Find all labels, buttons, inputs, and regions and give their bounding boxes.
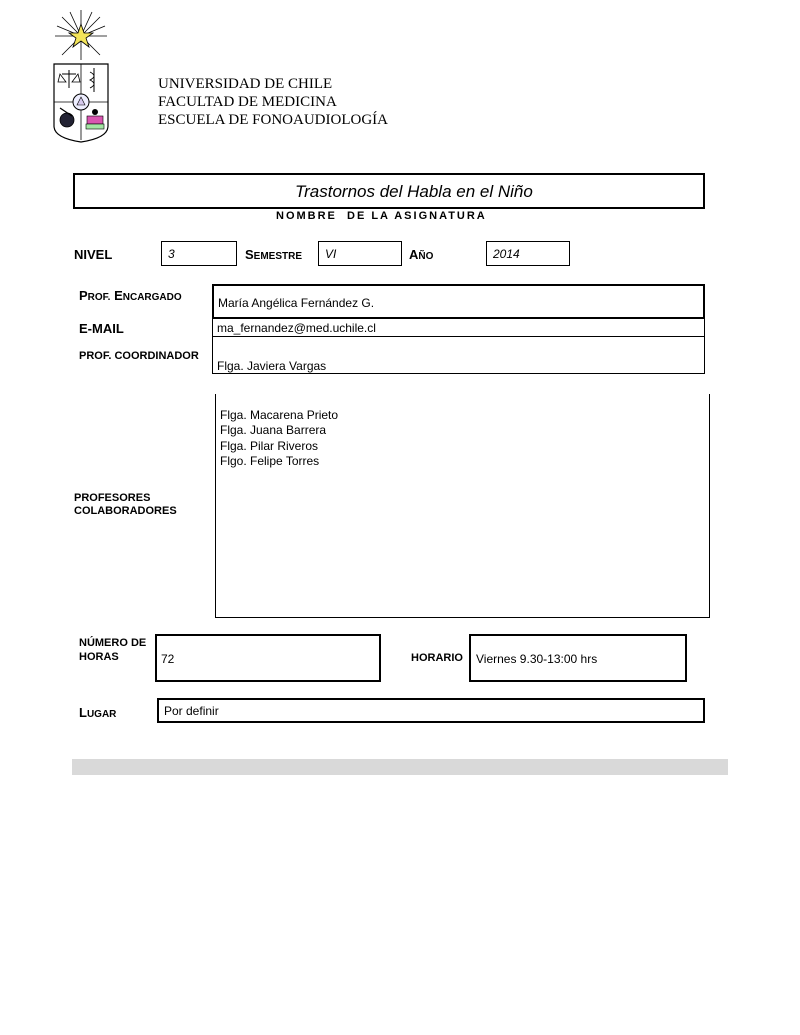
semestre-label-initial: S bbox=[245, 247, 254, 262]
course-name: Trastornos del Habla en el Niño bbox=[295, 182, 533, 201]
coordinador-value: Flga. Javiera Vargas bbox=[217, 359, 327, 373]
horario-value: Viernes 9.30-13:00 hrs bbox=[476, 652, 598, 666]
section-divider-bar bbox=[72, 759, 728, 775]
email-value: ma_fernandez@med.uchile.cl bbox=[217, 321, 376, 335]
faculty-name: FACULTAD DE MEDICINA bbox=[158, 94, 337, 110]
crest-emblem-icon bbox=[50, 8, 112, 144]
list-item: Flgo. Felipe Torres bbox=[220, 453, 320, 468]
semestre-value: VI bbox=[325, 247, 337, 261]
email-label: E-MAIL bbox=[79, 321, 124, 336]
email-field bbox=[212, 318, 705, 337]
horas-field bbox=[155, 634, 381, 682]
course-name-box bbox=[73, 173, 705, 209]
university-name: UNIVERSIDAD DE CHILE bbox=[158, 76, 333, 92]
list-item: Flga. Pilar Riveros bbox=[220, 438, 319, 453]
horas-label-line1: NÚMERO DE bbox=[79, 637, 147, 649]
horas-label-line2: HORAS bbox=[79, 651, 119, 663]
semestre-label-rest: EMESTRE bbox=[253, 251, 303, 262]
course-name-caption: NOMBRE DE LA ASIGNATURA bbox=[276, 210, 487, 222]
anio-value: 2014 bbox=[493, 247, 520, 261]
anio-label-rest: ÑO bbox=[418, 251, 434, 262]
semestre-field bbox=[318, 241, 402, 266]
list-item: Flga. Macarena Prieto bbox=[220, 408, 339, 422]
horario-field bbox=[469, 634, 687, 682]
anio-field bbox=[486, 241, 570, 266]
prof-encargado-label bbox=[79, 288, 182, 303]
prof-label-initial: P bbox=[79, 288, 88, 303]
anio-label-initial: A bbox=[409, 247, 419, 262]
colaboradores-field bbox=[215, 394, 710, 618]
nivel-label: NIVEL bbox=[74, 247, 113, 262]
coordinador-field bbox=[212, 336, 705, 374]
school-name: ESCUELA DE FONOAUDIOLOGÍA bbox=[158, 112, 388, 128]
horas-label bbox=[79, 636, 146, 664]
prof-encargado-value: María Angélica Fernández G. bbox=[218, 296, 375, 310]
colaboradores-list bbox=[220, 408, 338, 469]
colaboradores-label bbox=[74, 492, 177, 518]
prof-encargado-field bbox=[212, 284, 705, 319]
lugar-field bbox=[157, 698, 705, 723]
horas-value: 72 bbox=[161, 652, 175, 666]
coordinador-label: PROF. COORDINADOR bbox=[79, 350, 199, 362]
list-item: Flga. Juana Barrera bbox=[220, 423, 327, 438]
encargado-label-rest: NCARGADO bbox=[122, 292, 182, 303]
prof-label-rest: ROF. bbox=[87, 292, 111, 303]
lugar-label-rest: UGAR bbox=[86, 709, 117, 720]
lugar-label bbox=[79, 705, 116, 720]
encargado-label-initial: E bbox=[114, 288, 123, 303]
colaboradores-label-line1: PROFESORES bbox=[74, 492, 151, 504]
nivel-value: 3 bbox=[168, 247, 175, 261]
anio-label bbox=[409, 247, 433, 262]
horario-label: HORARIO bbox=[411, 652, 463, 664]
university-crest bbox=[50, 8, 112, 144]
lugar-value: Por definir bbox=[164, 704, 219, 718]
lugar-label-initial: L bbox=[79, 705, 87, 720]
semestre-label bbox=[245, 247, 302, 262]
nivel-field bbox=[161, 241, 237, 266]
colaboradores-label-line2: COLABORADORES bbox=[74, 505, 177, 517]
